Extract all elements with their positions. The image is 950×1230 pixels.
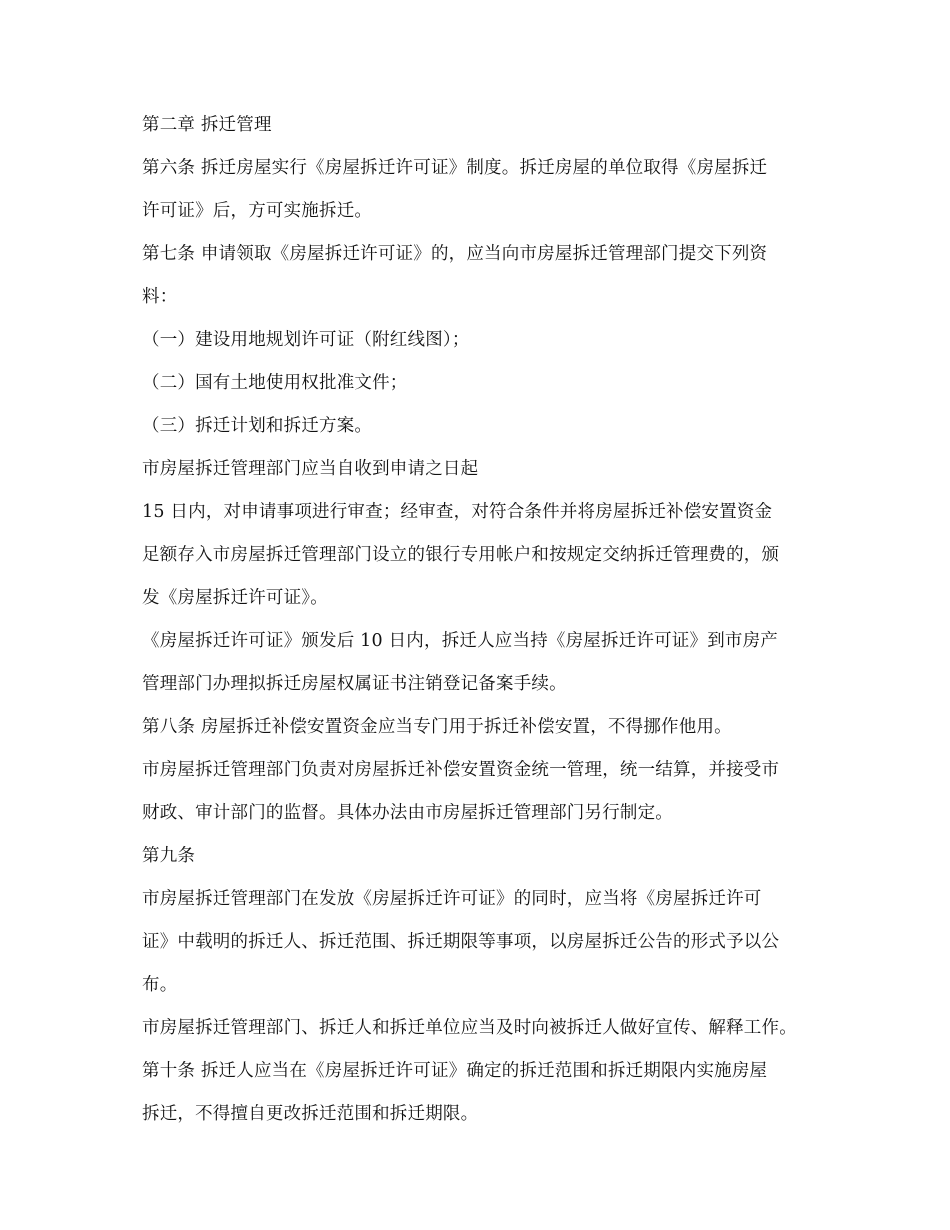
article-7-item-3: （三）拆迁计划和拆迁方案。 bbox=[142, 416, 373, 436]
notice-paragraph-line-2: 证》中载明的拆迁人、拆迁范围、拆迁期限等事项，以房屋拆迁公告的形式予以公 bbox=[142, 932, 780, 952]
notice-paragraph-line-1: 市房屋拆迁管理部门在发放《房屋拆迁许可证》的同时，应当将《房屋拆迁许可 bbox=[142, 889, 762, 909]
article-6-line-1: 第六条 拆迁房屋实行《房屋拆迁许可证》制度。拆迁房屋的单位取得《房屋拆迁 bbox=[142, 158, 768, 178]
notice-paragraph-line-3: 布。 bbox=[142, 975, 178, 995]
publicity-paragraph-line-1: 市房屋拆迁管理部门、拆迁人和拆迁单位应当及时向被拆迁人做好宣传、解释工作。 bbox=[142, 1018, 797, 1038]
article-7-item-1: （一）建设用地规划许可证（附红线图）； bbox=[142, 330, 470, 350]
article-7-line-1: 第七条 申请领取《房屋拆迁许可证》的，应当向市房屋拆迁管理部门提交下列资 bbox=[142, 244, 768, 264]
chapter-heading: 第二章 拆迁管理 bbox=[142, 115, 272, 135]
review-paragraph-line-1: 市房屋拆迁管理部门应当自收到申请之日起 bbox=[142, 459, 479, 479]
review-paragraph-line-4: 发《房屋拆迁许可证》。 bbox=[142, 588, 328, 608]
review-paragraph-line-2: 15 日内，对申请事项进行审查；经审查，对符合条件并将房屋拆迁补偿安置资金 bbox=[142, 502, 773, 522]
article-7-line-2: 料： bbox=[142, 287, 178, 307]
article-10-line-2: 拆迁，不得擅自更改拆迁范围和拆迁期限。 bbox=[142, 1104, 479, 1124]
review-paragraph-line-3: 足额存入市房屋拆迁管理部门设立的银行专用帐户和按规定交纳拆迁管理费的，颁 bbox=[142, 545, 780, 565]
article-9-heading: 第九条 bbox=[142, 846, 196, 866]
permit-paragraph-line-2: 管理部门办理拟拆迁房屋权属证书注销登记备案手续。 bbox=[142, 674, 567, 694]
document-body bbox=[142, 108, 832, 1140]
permit-paragraph-line-1: 《房屋拆迁许可证》颁发后 10 日内，拆迁人应当持《房屋拆迁许可证》到市房产 bbox=[142, 631, 778, 651]
article-6-line-2: 许可证》后，方可实施拆迁。 bbox=[142, 201, 373, 221]
article-7-item-2: （二）国有土地使用权批准文件； bbox=[142, 373, 408, 393]
funds-paragraph-line-1: 市房屋拆迁管理部门负责对房屋拆迁补偿安置资金统一管理，统一结算，并接受市 bbox=[142, 760, 780, 780]
article-10-line-1: 第十条 拆迁人应当在《房屋拆迁许可证》确定的拆迁范围和拆迁期限内实施房屋 bbox=[142, 1061, 768, 1081]
funds-paragraph-line-2: 财政、审计部门的监督。具体办法由市房屋拆迁管理部门另行制定。 bbox=[142, 803, 673, 823]
article-8-line-1: 第八条 房屋拆迁补偿安置资金应当专门用于拆迁补偿安置，不得挪作他用。 bbox=[142, 717, 732, 737]
